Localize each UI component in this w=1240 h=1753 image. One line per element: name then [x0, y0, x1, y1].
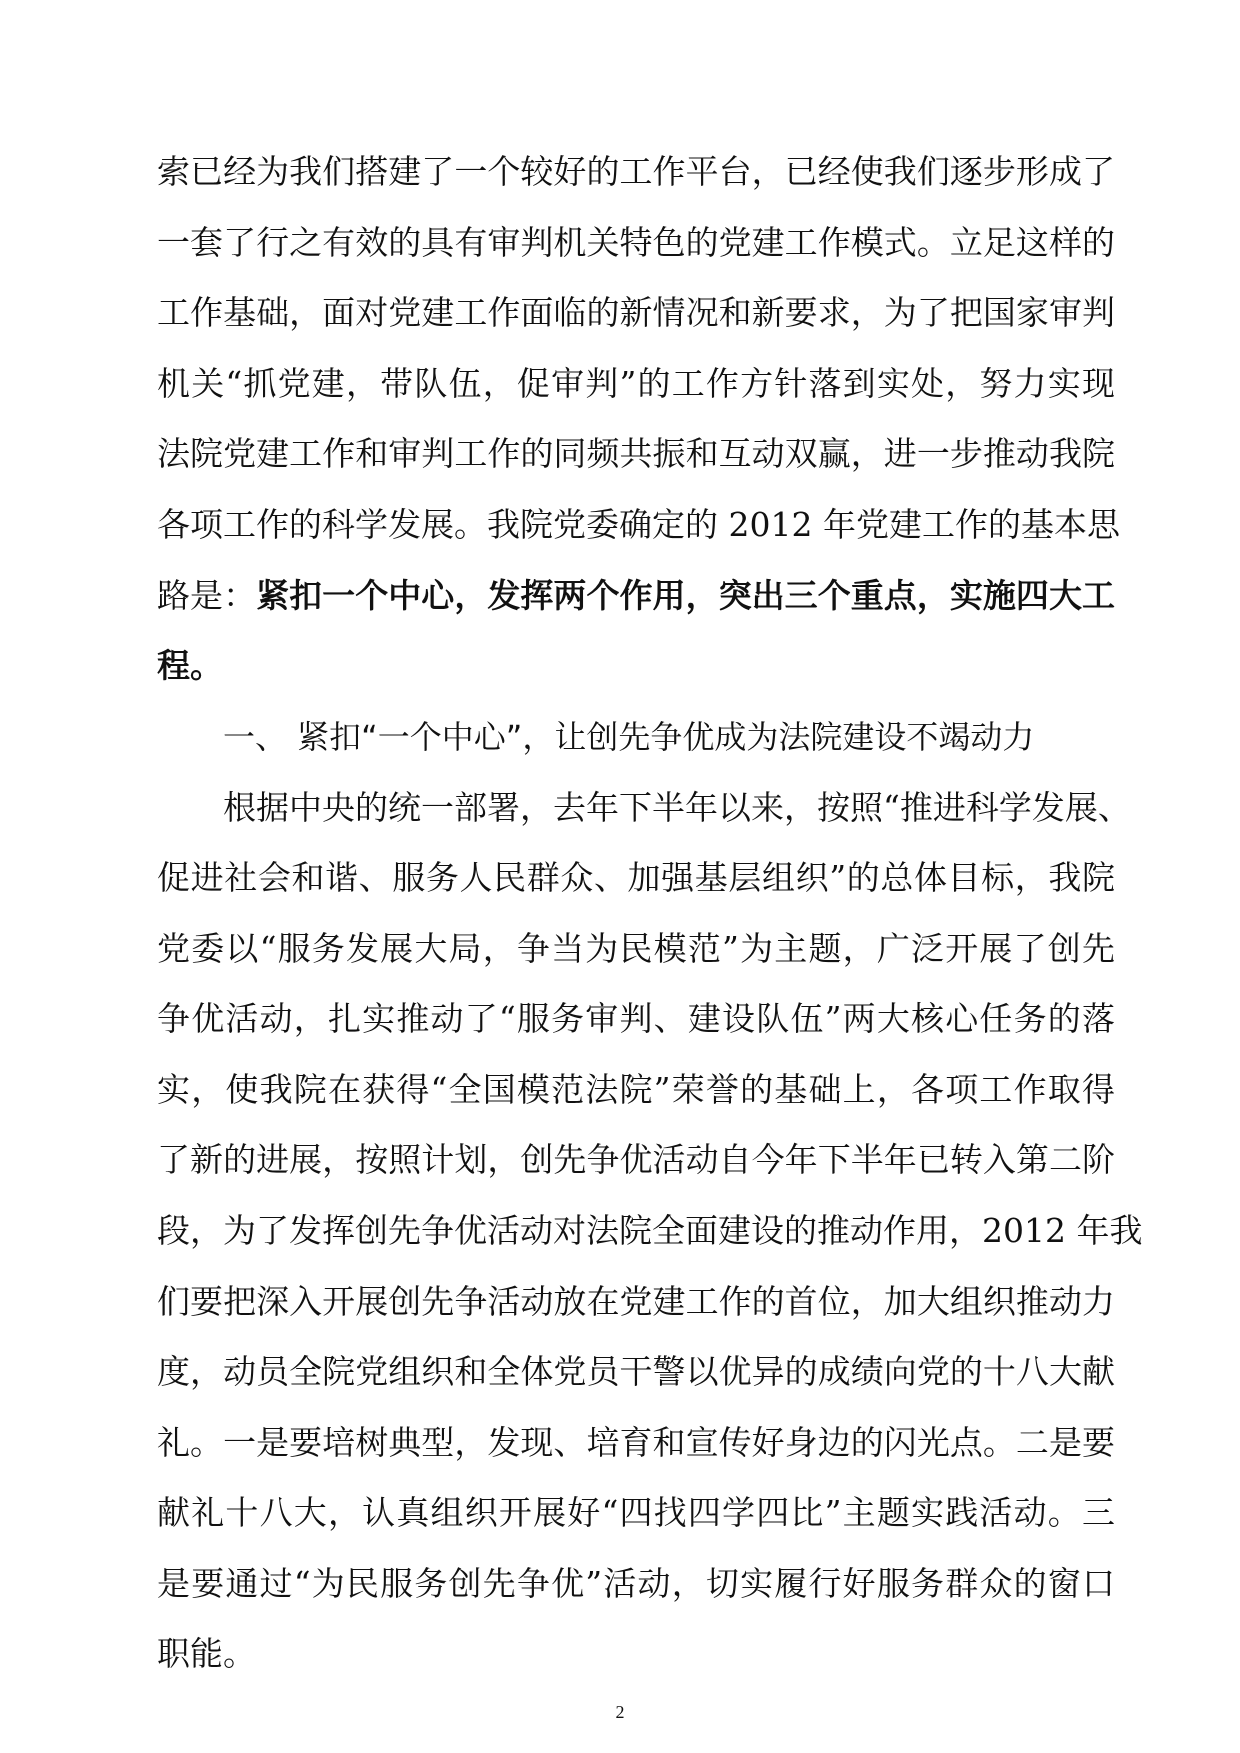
paragraph-line: 段，为了发挥创先争优活动对法院全面建设的推动作用，2012 年我 — [157, 1211, 1143, 1250]
section-heading: 一、 紧扣“一个中心”，让创先争优成为法院建设不竭动力 — [223, 718, 1035, 756]
paragraph-prefix: 路是： — [157, 576, 257, 615]
paragraph-line: 工作基础，面对党建工作面临的新情况和新要求，为了把国家审判 — [157, 293, 1115, 332]
paragraph-line: 了新的进展，按照计划，创先争优活动自今年下半年已转入第二阶 — [157, 1140, 1115, 1179]
paragraph-line: 献礼十八大，认真组织开展好“四找四学四比”主题实践活动。三 — [157, 1493, 1115, 1532]
paragraph-line: 们要把深入开展创先争活动放在党建工作的首位，加大组织推动力 — [157, 1282, 1115, 1321]
paragraph-line: 索已经为我们搭建了一个较好的工作平台，已经使我们逐步形成了 — [157, 152, 1115, 191]
page-number: 2 — [615, 1702, 625, 1722]
paragraph-first-line: 根据中央的统一部署，去年下半年以来，按照“推进科学发展、 — [223, 788, 1131, 827]
paragraph-line: 党委以“服务发展大局，争当为民模范”为主题，广泛开展了创先 — [157, 929, 1115, 968]
emphasis-text: 紧扣一个中心，发挥两个作用，突出三个重点，实施四大工 — [256, 576, 1116, 615]
emphasis-text-end: 程。 — [157, 646, 223, 685]
paragraph-line: 度，动员全院党组织和全体党员干警以优异的成绩向党的十八大献 — [157, 1352, 1115, 1391]
paragraph-line-with-emphasis — [157, 570, 1115, 622]
paragraph-line: 促进社会和谐、服务人民群众、加强基层组织”的总体目标，我院 — [157, 858, 1115, 897]
paragraph-line: 法院党建工作和审判工作的同频共振和互动双赢，进一步推动我院 — [157, 434, 1115, 473]
paragraph-line: 礼。一是要培树典型，发现、培育和宣传好身边的闪光点。二是要 — [157, 1423, 1115, 1462]
paragraph-line: 机关“抓党建，带队伍，促审判”的工作方针落到实处，努力实现 — [157, 364, 1115, 403]
paragraph-last-line: 职能。 — [157, 1634, 256, 1673]
paragraph-line: 是要通过“为民服务创先争优”活动，切实履行好服务群众的窗口 — [157, 1564, 1115, 1603]
paragraph-line: 争优活动，扎实推动了“服务审判、建设队伍”两大核心任务的落 — [157, 999, 1115, 1038]
paragraph-line: 一套了行之有效的具有审判机关特色的党建工作模式。立足这样的 — [157, 223, 1115, 262]
paragraph-line: 实，使我院在获得“全国模范法院”荣誉的基础上，各项工作取得 — [157, 1070, 1115, 1109]
paragraph-line: 各项工作的科学发展。我院党委确定的 2012 年党建工作的基本思 — [157, 505, 1120, 544]
